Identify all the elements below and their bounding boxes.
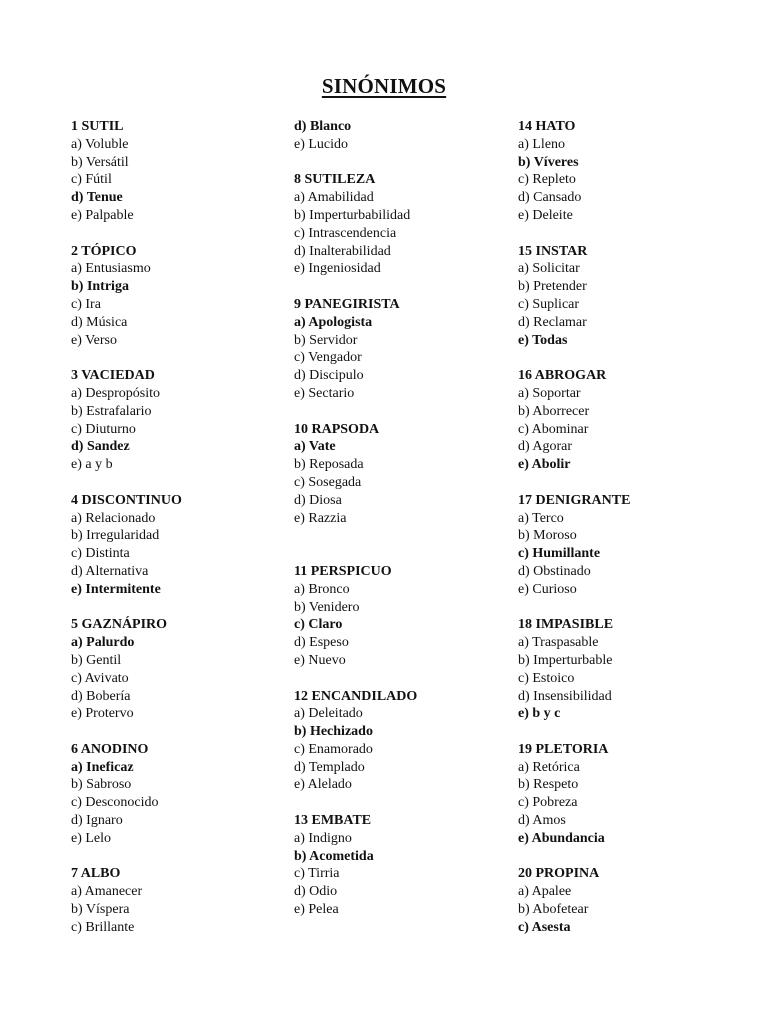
answer-option-correct: d) Tenue xyxy=(71,190,123,206)
answer-option: b) Imperturbabilidad xyxy=(294,207,411,223)
answer-option: a) Despropósito xyxy=(71,385,161,401)
block-spacer xyxy=(294,403,524,421)
answer-option: e) Palpable xyxy=(71,207,134,223)
answer-option: a) Bronco xyxy=(294,581,350,597)
answer-option: c) Diuturno xyxy=(71,421,136,437)
question-block xyxy=(294,118,524,154)
answer-option: c) Enamorado xyxy=(294,741,373,757)
answer-option: e) Pelea xyxy=(294,902,339,918)
question-block xyxy=(518,865,748,936)
answer-option: a) Relacionado xyxy=(71,510,156,526)
answer-option: d) Espeso xyxy=(294,635,349,651)
question-title: 7 ALBO xyxy=(71,866,121,882)
answer-option: c) Distinta xyxy=(71,546,130,562)
answer-option: b) Reposada xyxy=(294,457,364,473)
answer-option-correct: a) Apologista xyxy=(294,314,373,330)
answer-option: e) Sectario xyxy=(294,385,355,401)
answer-option: a) Amanecer xyxy=(71,884,143,900)
answer-option: a) Traspasable xyxy=(518,635,599,651)
answer-option: c) Abominar xyxy=(518,421,589,437)
block-spacer xyxy=(518,225,748,243)
block-spacer xyxy=(294,670,524,688)
question-title: 20 PROPINA xyxy=(518,866,600,882)
answer-option-correct: a) Palurdo xyxy=(71,635,135,651)
block-spacer xyxy=(71,599,301,617)
answer-option: d) Obstinado xyxy=(518,563,591,579)
answer-option-correct: e) Intermitente xyxy=(71,581,161,597)
answer-option: b) Aborrecer xyxy=(518,403,590,419)
answer-option: a) Voluble xyxy=(71,136,129,152)
answer-option: c) Brillante xyxy=(71,919,135,935)
answer-option: c) Repleto xyxy=(518,172,576,188)
answer-option: e) Protervo xyxy=(71,706,134,722)
answer-option: d) Ignaro xyxy=(71,813,123,829)
answer-option: b) Abofetear xyxy=(518,902,589,918)
answer-option-correct: d) Blanco xyxy=(294,119,352,134)
answer-option-correct: b) Intriga xyxy=(71,279,129,295)
answer-option: d) Odio xyxy=(294,884,338,900)
answer-option: a) Deleitado xyxy=(294,706,363,722)
answer-option: c) Estoico xyxy=(518,670,575,686)
answer-option: a) Entusiasmo xyxy=(71,261,151,277)
answer-option: b) Respeto xyxy=(518,777,579,793)
answer-option: c) Intrascendencia xyxy=(294,225,397,241)
answer-option: e) Lelo xyxy=(71,830,112,846)
block-spacer xyxy=(518,349,748,367)
question-block xyxy=(518,616,748,723)
block-spacer xyxy=(518,599,748,617)
question-block xyxy=(294,812,524,919)
column-1 xyxy=(71,118,301,937)
answer-option: d) Reclamar xyxy=(518,314,587,330)
block-spacer xyxy=(294,278,524,296)
question-block xyxy=(294,688,524,795)
answer-option-correct: a) Vate xyxy=(294,439,336,455)
answer-option: c) Suplicar xyxy=(518,296,580,312)
answer-option: b) Irregularidad xyxy=(71,528,160,544)
answer-option: c) Avivato xyxy=(71,670,129,686)
question-block xyxy=(71,616,301,723)
answer-option: c) Desconocido xyxy=(71,795,159,811)
answer-option: b) Pretender xyxy=(518,279,587,295)
answer-option: e) Lucido xyxy=(294,136,349,152)
answer-option: e) Ingeniosidad xyxy=(294,261,381,277)
question-block xyxy=(294,171,524,278)
block-spacer xyxy=(71,848,301,866)
answer-option: e) Verso xyxy=(71,332,118,348)
answer-option: c) Pobreza xyxy=(518,795,578,811)
answer-option-correct: e) Todas xyxy=(518,332,568,348)
question-title: 14 HATO xyxy=(518,119,576,134)
column-2 xyxy=(294,118,524,919)
answer-option: a) Soportar xyxy=(518,385,581,401)
answer-option-correct: c) Humillante xyxy=(518,546,601,562)
question-title: 12 ENCANDILADO xyxy=(294,688,418,704)
block-spacer xyxy=(71,723,301,741)
block-spacer xyxy=(294,794,524,812)
question-block xyxy=(71,367,301,474)
answer-option: b) Moroso xyxy=(518,528,577,544)
answer-option-correct: b) Víveres xyxy=(518,154,579,170)
answer-option: b) Víspera xyxy=(71,902,130,918)
answer-option: a) Terco xyxy=(518,510,564,526)
answer-option: e) a y b xyxy=(71,457,113,473)
answer-option: c) Vengador xyxy=(294,350,362,366)
answer-option: a) Lleno xyxy=(518,136,566,152)
answer-option: d) Insensibilidad xyxy=(518,688,612,704)
answer-option: b) Estrafalario xyxy=(71,403,152,419)
answer-option: a) Amabilidad xyxy=(294,190,374,206)
answer-option-correct: e) Abolir xyxy=(518,457,571,473)
question-block xyxy=(71,243,301,350)
answer-option: d) Diosa xyxy=(294,492,342,508)
question-block xyxy=(294,563,524,670)
column-3 xyxy=(518,118,748,937)
answer-option: c) Fútil xyxy=(71,172,112,188)
answer-option-correct: b) Acometida xyxy=(294,848,374,864)
question-title: 3 VACIEDAD xyxy=(71,368,155,384)
answer-option: a) Apalee xyxy=(518,884,572,900)
answer-option-correct: c) Claro xyxy=(294,617,343,633)
page-title: SINÓNIMOS xyxy=(321,74,447,98)
answer-option: b) Servidor xyxy=(294,332,358,348)
answer-option: e) Curioso xyxy=(518,581,577,597)
question-block xyxy=(518,367,748,474)
question-title: 15 INSTAR xyxy=(518,243,588,259)
answer-option: e) Deleite xyxy=(518,207,573,223)
block-spacer xyxy=(294,527,524,545)
answer-option-correct: d) Sandez xyxy=(71,439,130,455)
answer-option: d) Inalterabilidad xyxy=(294,243,391,259)
question-title: 19 PLETORIA xyxy=(518,741,609,757)
answer-option: d) Alternativa xyxy=(71,563,149,579)
question-title: 13 EMBATE xyxy=(294,813,372,829)
question-block xyxy=(71,741,301,848)
question-block xyxy=(518,243,748,350)
question-block xyxy=(518,741,748,848)
answer-option: a) Solicitar xyxy=(518,261,580,277)
answer-option: b) Gentil xyxy=(71,652,122,668)
question-title: 11 PERSPICUO xyxy=(294,563,392,579)
question-title: 10 RAPSODA xyxy=(294,421,380,437)
answer-option: c) Ira xyxy=(71,296,101,312)
question-title: 2 TÓPICO xyxy=(71,243,137,259)
question-block xyxy=(71,865,301,936)
answer-option: e) Nuevo xyxy=(294,652,346,668)
answer-option: d) Bobería xyxy=(71,688,131,704)
block-spacer xyxy=(518,848,748,866)
answer-option: e) Razzia xyxy=(294,510,347,526)
question-title: 4 DISCONTINUO xyxy=(71,492,182,508)
answer-option: b) Imperturbable xyxy=(518,652,613,668)
question-title: 6 ANODINO xyxy=(71,741,149,757)
question-title: 16 ABROGAR xyxy=(518,368,607,384)
block-spacer xyxy=(71,349,301,367)
answer-option-correct: c) Asesta xyxy=(518,919,571,935)
answer-option: b) Versátil xyxy=(71,154,129,170)
block-spacer xyxy=(518,723,748,741)
question-title: 18 IMPASIBLE xyxy=(518,617,614,633)
block-spacer xyxy=(294,154,524,172)
block-spacer xyxy=(518,474,748,492)
answer-option: e) Alelado xyxy=(294,777,352,793)
question-block xyxy=(294,421,524,528)
answer-option: d) Discipulo xyxy=(294,368,364,384)
answer-option: d) Agorar xyxy=(518,439,573,455)
answer-option: a) Indigno xyxy=(294,830,352,846)
block-spacer xyxy=(294,545,524,563)
answer-option-correct: e) b y c xyxy=(518,706,561,722)
answer-option-correct: b) Hechizado xyxy=(294,724,373,740)
question-title: 17 DENIGRANTE xyxy=(518,492,631,508)
answer-option: c) Sosegada xyxy=(294,474,362,490)
question-block xyxy=(71,492,301,599)
answer-option-correct: e) Abundancia xyxy=(518,830,605,846)
question-title: 8 SUTILEZA xyxy=(294,172,376,188)
answer-option-correct: a) Ineficaz xyxy=(71,759,134,775)
answer-option: d) Amos xyxy=(518,813,566,829)
block-spacer xyxy=(71,474,301,492)
answer-option: b) Venidero xyxy=(294,599,360,615)
block-spacer xyxy=(71,225,301,243)
answer-option: b) Sabroso xyxy=(71,777,132,793)
question-block xyxy=(518,492,748,599)
answer-option: d) Templado xyxy=(294,759,365,775)
question-title: 5 GAZNÁPIRO xyxy=(71,617,168,633)
question-block xyxy=(518,118,748,225)
question-title: 9 PANEGIRISTA xyxy=(294,296,400,312)
answer-option: a) Retórica xyxy=(518,759,580,775)
question-title: 1 SUTIL xyxy=(71,119,124,134)
answer-option: c) Tirria xyxy=(294,866,340,882)
answer-option: d) Cansado xyxy=(518,190,582,206)
question-block xyxy=(71,118,301,225)
question-block xyxy=(294,296,524,403)
answer-option: d) Música xyxy=(71,314,128,330)
